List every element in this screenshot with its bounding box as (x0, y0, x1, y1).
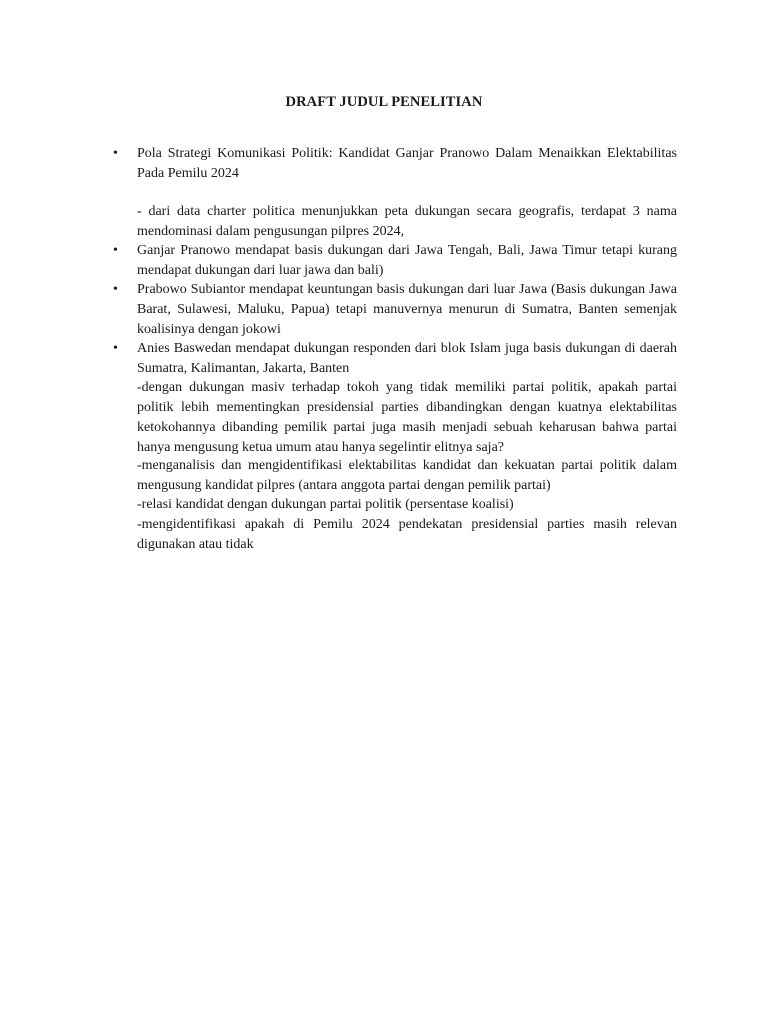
list-item-anies: Anies Baswedan mendapat dukungan responden dari blok Islam juga basis dukungan di daerah Sumatra, Kalimantan, Jakarta, Banten (137, 341, 677, 376)
paragraph-charter-politica: - dari data charter politica menunjukkan peta dukungan secara geografis, terdapat 3 nama mendominasi dalam pengusungan pilpres 2024, (137, 204, 677, 239)
note-presidensial-parties: -dengan dukungan masiv terhadap tokoh yang tidak memiliki partai politik, apakah partai politik lebih mementingkan presidensial parties dibandingkan dengan kuatnya elektabilitas ketokohannya dibanding pemilik partai juga masih menjadi sebuah keharusan bahwa partai hanya mengusung ketua umum atau hanya segelintir elitnya saja? (137, 380, 677, 455)
bullet-marker: • (113, 341, 118, 356)
document-title: DRAFT JUDUL PENELITIAN (285, 94, 483, 110)
note-pemilu-2024: -mengidentifikasi apakah di Pemilu 2024 pendekatan presidensial parties masih relevan digunakan atau tidak (137, 517, 677, 552)
note-analisis-elektabilitas: -menganalisis dan mengidentifikasi elektabilitas kandidat dan kekuatan partai politik dalam mengusung kandidat pilpres (antara anggota partai dengan pemilik partai) (137, 458, 677, 493)
list-item-ganjar: Ganjar Pranowo mendapat basis dukungan dari Jawa Tengah, Bali, Jawa Timur tetapi kurang mendapat dukungan dari luar jawa dan bali) (137, 243, 677, 278)
list-item-prabowo: Prabowo Subiantor mendapat keuntungan basis dukungan dari luar Jawa (Basis dukungan Jawa Barat, Sulawesi, Maluku, Papua) tetapi manuvernya menurun di Sumatra, Banten semenjak koalisinya dengan jokowi (137, 282, 677, 337)
bullet-marker: • (113, 243, 118, 258)
list-item-ganjar-title: Pola Strategi Komunikasi Politik: Kandidat Ganjar Pranowo Dalam Menaikkan Elektabilitas Pada Pemilu 2024 (137, 146, 677, 181)
bullet-marker: • (113, 282, 118, 297)
note-relasi-kandidat: -relasi kandidat dengan dukungan partai politik (persentase koalisi) (137, 497, 514, 512)
bullet-marker: • (113, 146, 118, 161)
